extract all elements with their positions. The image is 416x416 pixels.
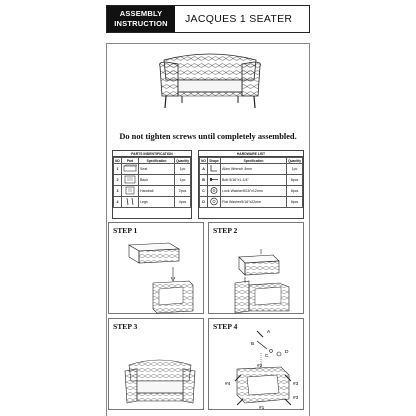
hw-spec: Lock Washer5/16"x12mm [221,186,287,197]
step-3-label: STEP 3 [113,322,138,331]
col-no: NO [115,158,120,163]
flat-washer-icon [208,197,221,208]
table-row [114,175,191,186]
parts-table-title: PARTS INDENTIFICATION [113,151,191,157]
hw-spec: Allen Wrench 4mm [221,164,287,175]
warning-text: Do not tighten screws until completely assembled. [119,132,297,141]
part-no: 2 [114,175,122,186]
bolt-icon [208,175,221,186]
table-row [114,197,191,208]
badge-line-1: ASSEMBLY [119,9,163,18]
col-qty: Quantity [176,158,189,163]
step-2-label: STEP 2 [213,226,238,235]
back-part-icon [122,175,139,186]
step-3-panel [108,318,204,410]
table-row [200,175,303,186]
table-row [200,197,303,208]
part-spec: Seat [139,164,175,175]
hw-spec: Bolt 5/16"x1-1/4" [221,175,287,186]
part-no: 1 [114,164,122,175]
hw-qty: 8pcs [287,186,303,197]
callout-1: #1 [259,406,265,411]
col-no: NO [201,158,206,163]
header-box [106,5,310,33]
col-qty: Quantity [288,158,301,163]
hw-qty: 1pc [287,164,303,175]
bolt-icon [257,341,267,349]
step-4-illustration [209,319,305,411]
step-1-panel [108,222,204,314]
col-shape: Shape [209,158,219,163]
step-1-label: STEP 1 [113,226,138,235]
step-2-panel [208,222,304,314]
callout-a: A [267,330,271,335]
hw-qty: 8pcs [287,175,303,186]
step-2-illustration [209,223,305,315]
table-row [200,164,303,175]
callout-d: D [285,350,289,355]
part-spec: Legs [139,197,175,208]
allen-wrench-icon [257,331,263,337]
hw-no: B [200,175,208,186]
flat-washer-icon [277,352,281,356]
col-part: Part [122,158,139,164]
callout-2: #2 [257,364,263,369]
part-spec: Handrail [139,186,175,197]
hw-spec: Flat Washer5/16"x22mm [221,197,287,208]
assembly-instruction-badge [107,6,175,32]
table-row [200,186,303,197]
handrail-part-icon [122,186,139,197]
lock-washer-icon [208,186,221,197]
part-qty: 1pc [175,164,191,175]
allen-wrench-icon [208,164,221,175]
step-1-illustration [109,223,205,315]
callout-3-lower: #3 [293,396,299,401]
part-no: 4 [114,197,122,208]
hw-no: C [200,186,208,197]
step-3-illustration [109,319,205,411]
step-4-panel [208,318,304,410]
part-qty: 1pc [175,175,191,186]
lock-washer-icon [270,350,273,353]
part-qty: 2pcs [175,186,191,197]
seat-part-icon [122,164,139,175]
col-spec: Specification [139,158,175,164]
part-spec: Back [139,175,175,186]
callout-3-upper: #3 [293,382,299,387]
part-no: 3 [114,186,122,197]
hardware-table-title: HARDWARE LIST [199,151,303,157]
sofa-hero-illustration [156,48,264,110]
col-spec: Specification [221,158,287,164]
table-row [114,164,191,175]
callout-b: B [251,342,255,347]
legs-part-icon [122,197,139,208]
table-row [114,186,191,197]
step-4-label: STEP 4 [213,322,238,331]
hw-no: D [200,197,208,208]
badge-line-2: INSTRUCTION [114,19,168,28]
part-qty: 4pcs [175,197,191,208]
callout-c: C [265,354,269,359]
hw-qty: 8pcs [287,197,303,208]
callout-4: #4 [225,382,231,387]
product-title: JACQUES 1 SEATER [185,13,293,25]
hardware-list-table [198,150,304,219]
parts-identification-table [112,150,192,219]
hw-no: A [200,164,208,175]
